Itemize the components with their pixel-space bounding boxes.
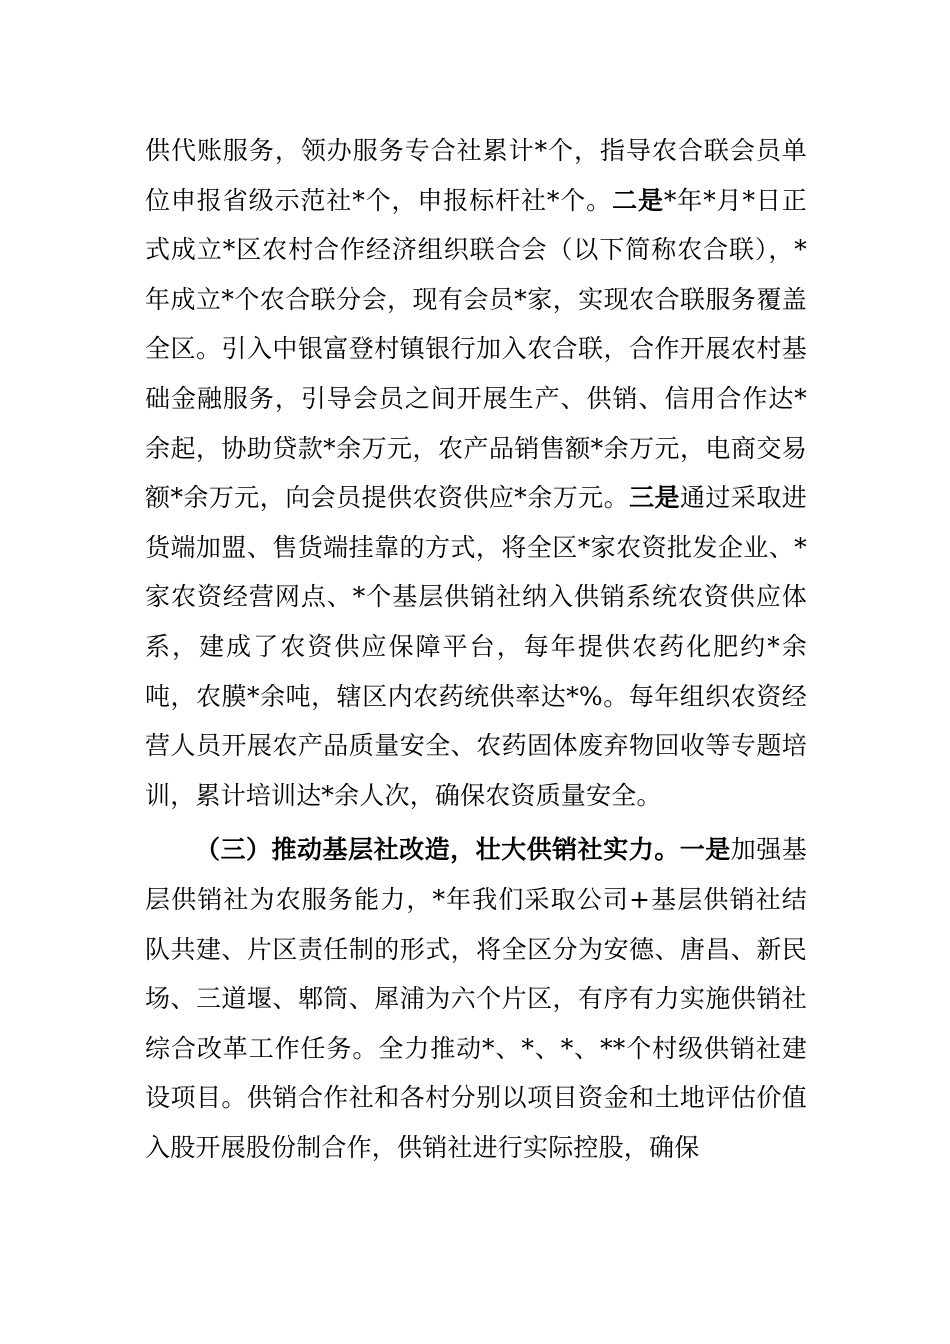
text-segment: *年*月*日正式成立*区农村合作经济组织联合会（以下简称农合联），*年成立*个农合联分会，现有会员*家，实现农合联服务覆盖全区。引入中银富登村镇银行加入农合联，合作开展农村基础金融服务，引导会员之间开展生产、供销、信用合作达*余起，协助贷款*余万元，农产品销售额*余万元，电商交易额*余万元，向会员提供农资供应*余万元。	[145, 185, 808, 513]
text-segment: 通过采取进货端加盟、售货端挂靠的方式，将全区*家农资批发企业、*家农资经营网点、*个基层供销社纳入供销系统农资供应体系，建成了农资供应保障平台，每年提供农药化肥约*余吨，农膜*余吨，辖区内农药统供率达*%。每年组织农资经营人员开展农产品质量安全、农药固体废弃物回收等专题培训，累计培训达*余人次，确保农资质量安全。	[145, 483, 807, 810]
item-marker-three: 三是	[629, 483, 680, 513]
body-text	[145, 126, 807, 1172]
item-marker-one: 一是	[679, 835, 731, 865]
paragraph-services-cooperation	[145, 126, 807, 820]
section-heading: （三）推动基层社改造，壮大供销社实力。	[195, 835, 680, 865]
text-segment: 供代账服务，领办服务专合社累计*个，指导农合联会员单位申报省级示范社*个，申报标杆社*个。	[145, 136, 807, 215]
item-marker-two: 二是	[612, 185, 664, 215]
text-segment: 加强基层供销社为农服务能力，*年我们采取公司+基层供销社结队共建、片区责任制的形式，将全区分为安德、唐昌、新民场、三道堰、郫筒、犀浦为六个片区，有序有力实施供销社综合改革工作任务。全力推动*、*、*、**个村级供销社建设项目。供销合作社和各村分别以项目资金和土地评估价值入股开展股份制合作，供销社进行实际控股，确保	[145, 835, 807, 1162]
paragraph-section-three	[145, 825, 807, 1172]
